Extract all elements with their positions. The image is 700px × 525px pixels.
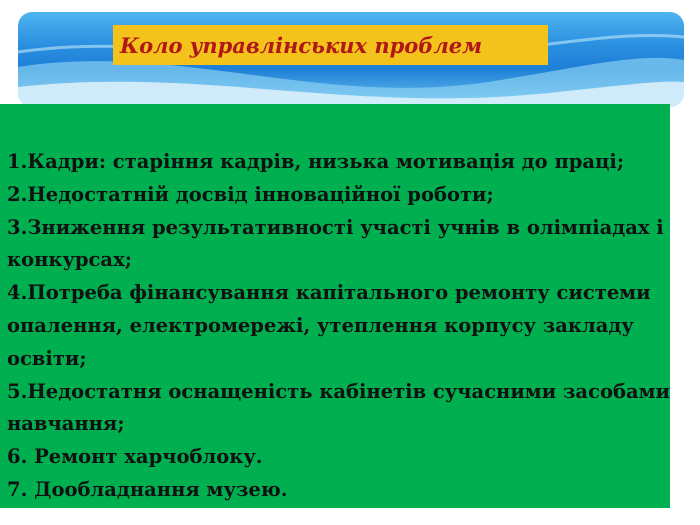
list-item: 7. Дообладнання музею. (7, 477, 288, 501)
list-item: 1.Кадри: старіння кадрів, низька мотивація до праці; (7, 150, 625, 173)
list-item: 4.Потреба фінансування капітального ремонту системи опалення, електромережі, утеплення корпусу закладу освіти; (7, 281, 651, 370)
list-item: 6. Ремонт харчоблоку. (7, 445, 263, 469)
content-box (0, 104, 670, 508)
list-item: 3.Зниження результативності участі учнів в олімпіадах і конкурсах; (7, 215, 664, 272)
title-box (113, 25, 548, 65)
list-item: 2.Недостатній досвід інноваційної роботи; (7, 182, 494, 206)
slide-title: Коло управлінських проблем (120, 32, 483, 58)
problem-list (7, 146, 670, 507)
list-item: 5.Недостатня оснащеність кабінетів сучасними засобами навчання; (7, 379, 670, 436)
